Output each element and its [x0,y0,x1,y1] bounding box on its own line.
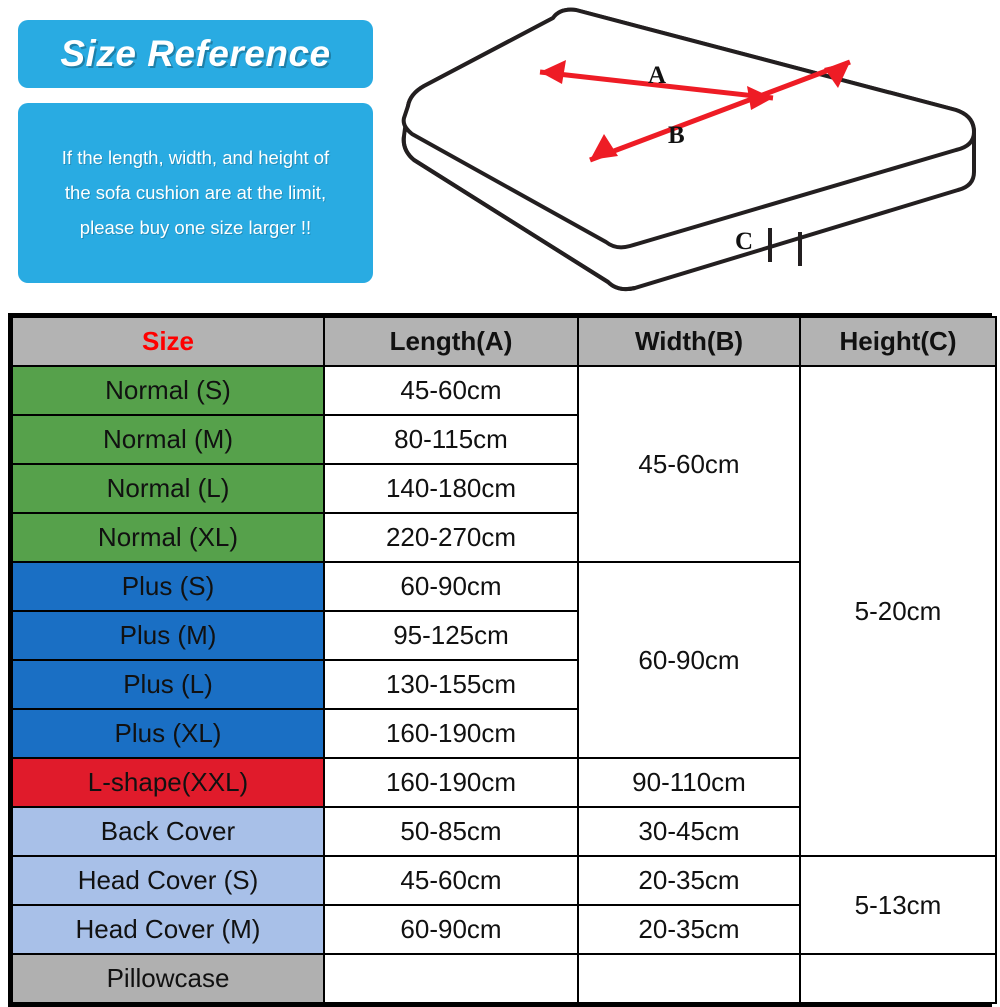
length-value: 80-115cm [324,415,578,464]
size-label: Back Cover [12,807,324,856]
length-value: 50-85cm [324,807,578,856]
length-value: 60-90cm [324,905,578,954]
note-badge [18,103,373,283]
table-row [12,954,996,1003]
length-value: 160-190cm [324,758,578,807]
length-value: 60-90cm [324,562,578,611]
length-value: 140-180cm [324,464,578,513]
size-label: Normal (L) [12,464,324,513]
size-label: Plus (M) [12,611,324,660]
column-header-height: Height(C) [800,317,996,366]
size-label: Normal (S) [12,366,324,415]
height-value-group: 5-20cm [800,366,996,856]
note-line-3: please buy one size larger !! [79,217,312,239]
size-label: Normal (M) [12,415,324,464]
width-value-group: 60-90cm [578,562,800,758]
length-value: 220-270cm [324,513,578,562]
length-label: A [648,62,667,89]
table-row [12,366,996,415]
size-table-container [8,313,992,1007]
length-value: 95-125cm [324,611,578,660]
length-value: 45-60cm [324,366,578,415]
size-table [11,316,997,1004]
size-label: Normal (XL) [12,513,324,562]
header-section [0,0,1000,305]
height-value-group: 5-13cm [800,856,996,954]
width-value: 30-45cm [578,807,800,856]
width-value: 90-110cm [578,758,800,807]
column-header-size: Size [12,317,324,366]
cushion-diagram [390,0,1000,300]
note-line-1: If the length, width, and height of [61,146,330,168]
column-header-length: Length(A) [324,317,578,366]
size-label: Plus (S) [12,562,324,611]
note-line-2: the sofa cushion are at the limit, [64,181,327,203]
width-label: B [668,122,685,149]
width-value: 20-35cm [578,856,800,905]
size-label: Head Cover (M) [12,905,324,954]
table-header-row [12,317,996,366]
width-value: 20-35cm [578,905,800,954]
page-title-badge [18,20,373,88]
width-value-group: 45-60cm [578,366,800,562]
height-label: C [735,228,754,255]
size-label: Head Cover (S) [12,856,324,905]
length-value: 130-155cm [324,660,578,709]
cushion-shape [404,10,974,289]
page-title: Size Reference [60,33,331,74]
length-value: 160-190cm [324,709,578,758]
size-label: Pillowcase [12,954,324,1003]
size-label: L-shape(XXL) [12,758,324,807]
size-label: Plus (L) [12,660,324,709]
size-label: Plus (XL) [12,709,324,758]
height-value [800,954,996,1003]
width-value [578,954,800,1003]
column-header-width: Width(B) [578,317,800,366]
cushion-illustration [390,0,1000,300]
length-value: 45-60cm [324,856,578,905]
length-value [324,954,578,1003]
table-row [12,856,996,905]
